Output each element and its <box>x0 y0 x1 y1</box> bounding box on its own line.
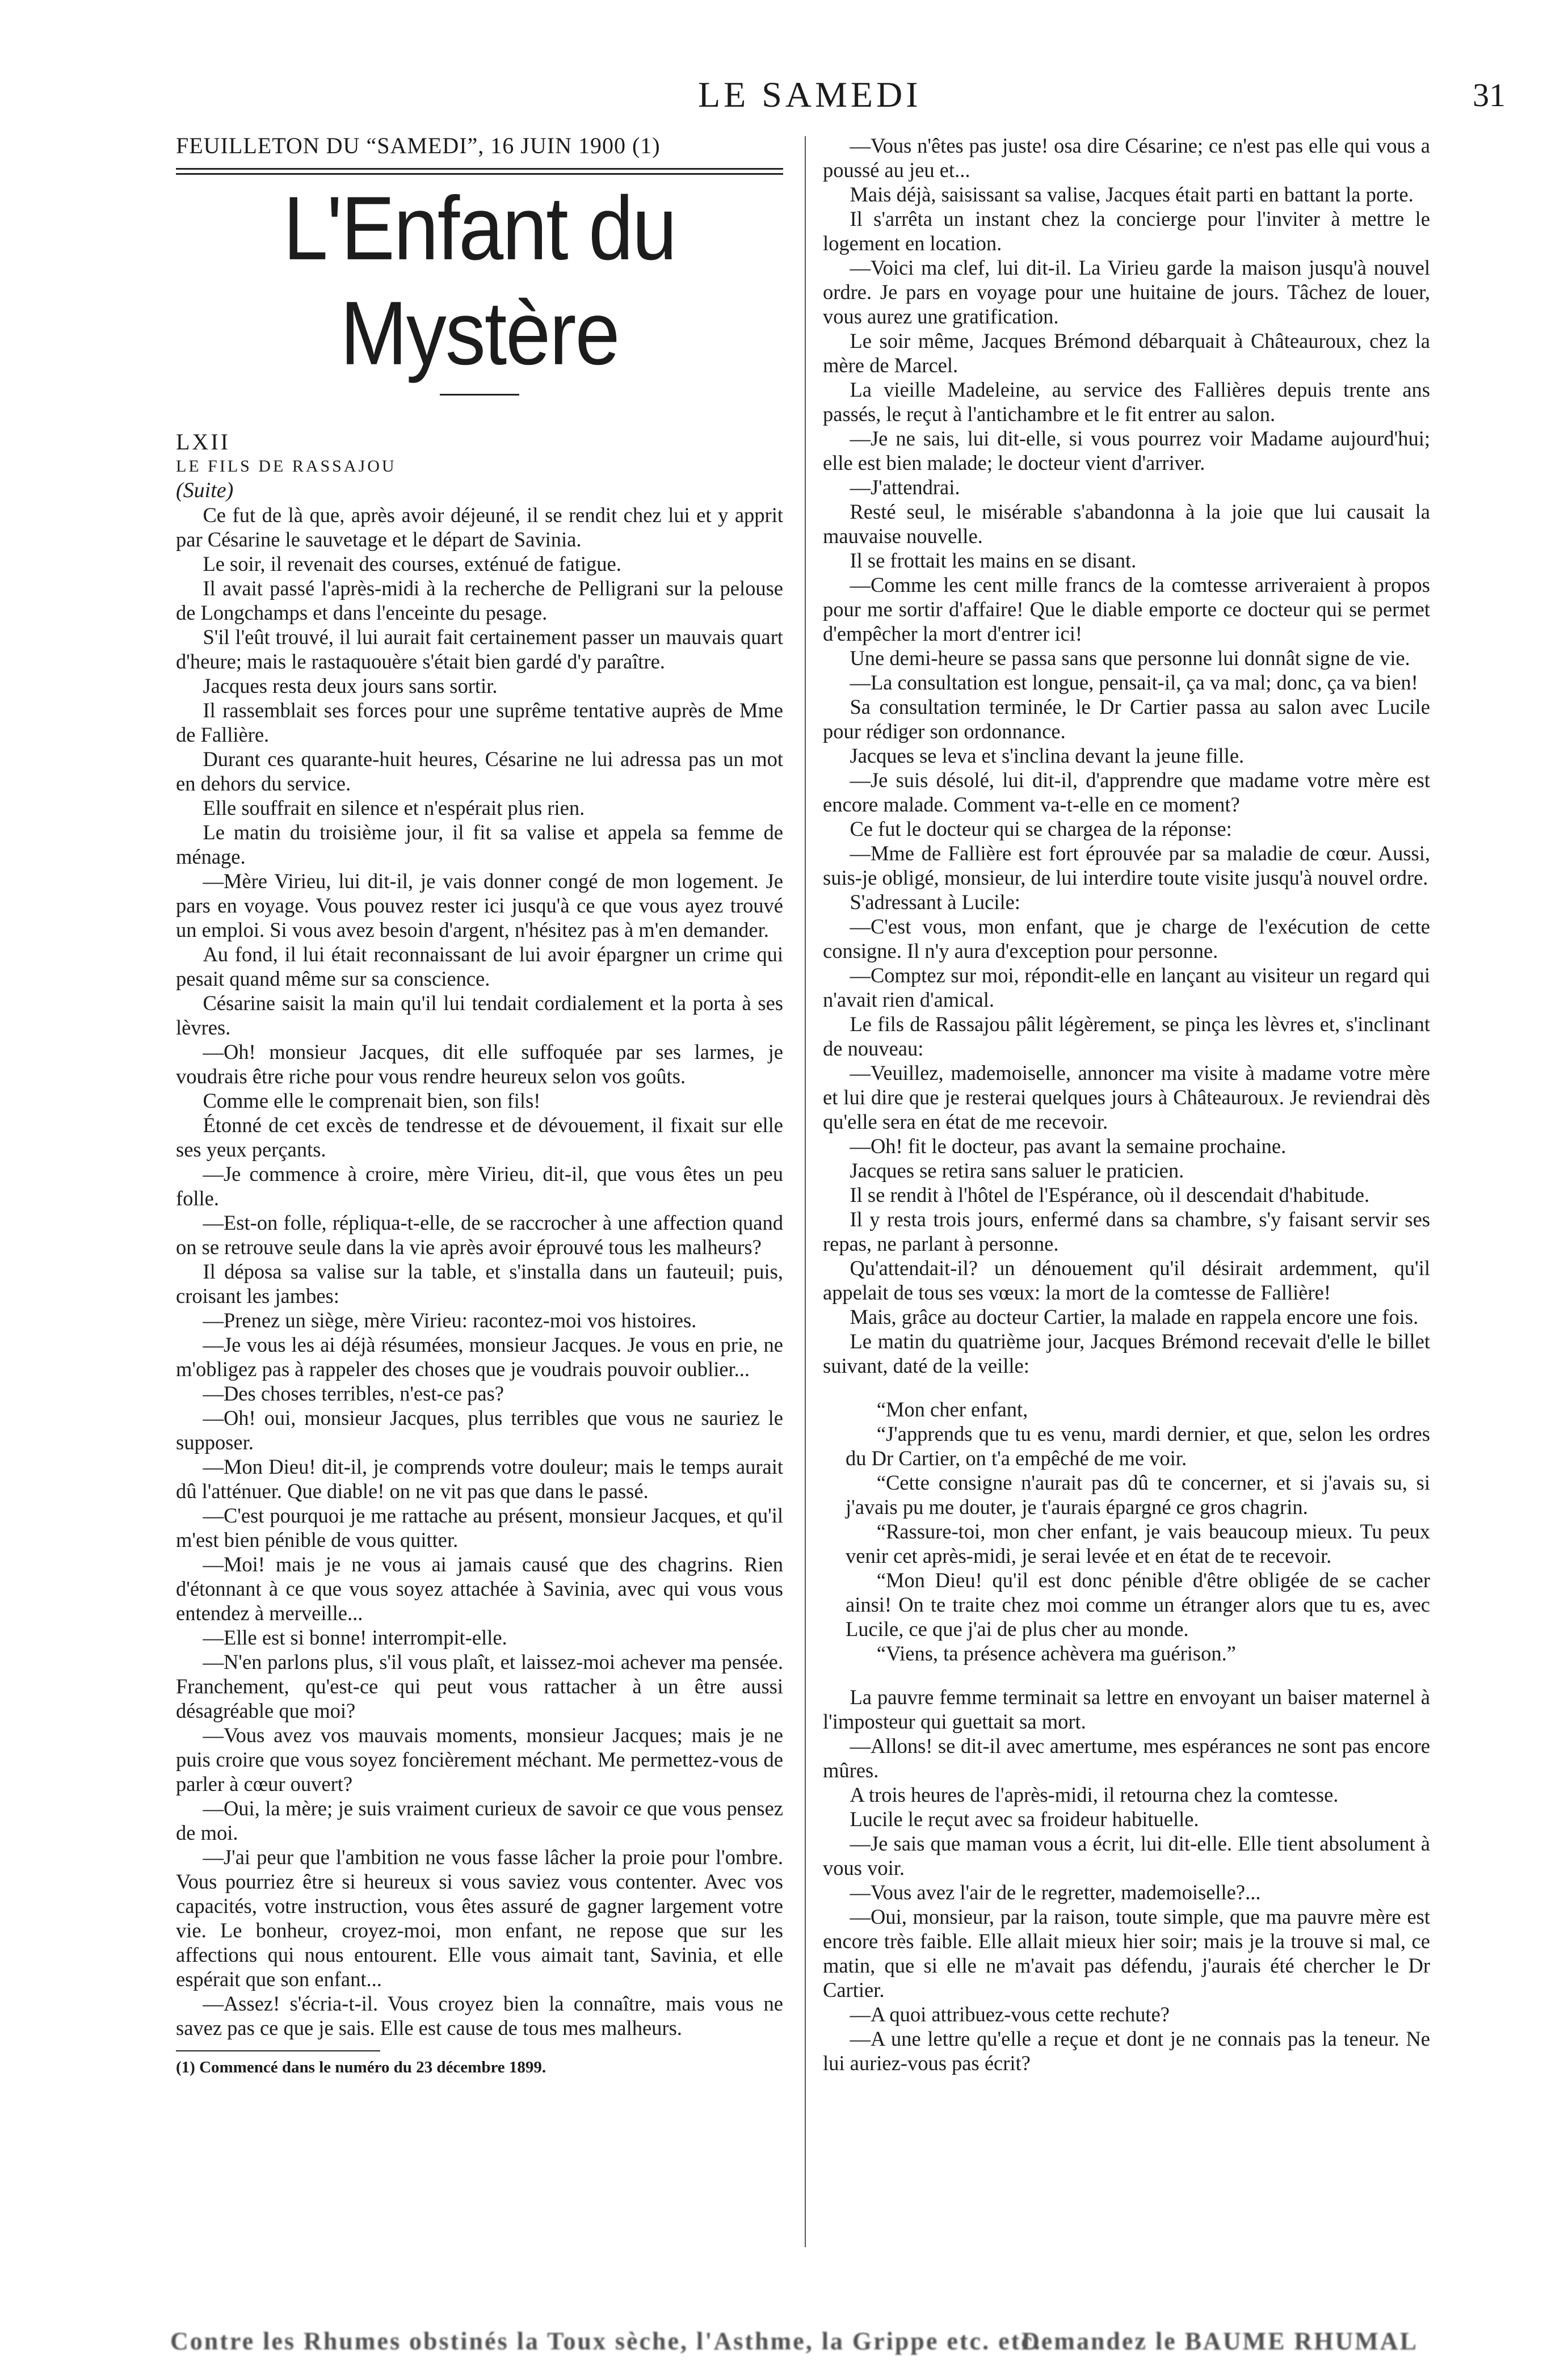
paragraph: Le soir, il revenait des courses, exténué de fatigue. <box>203 552 621 575</box>
paragraph: —Prenez un siège, mère Virieu: racontez-moi vos histoires. <box>203 1309 697 1332</box>
paragraph: Sa consultation terminée, le Dr Cartier passa au salon avec Lucile pour rédiger son ordonnance. <box>823 695 1430 743</box>
right-column <box>823 133 1430 2075</box>
paragraph: —Oh! fit le docteur, pas avant la semaine prochaine. <box>850 1134 1287 1158</box>
paragraph: Le matin du quatrième jour, Jacques Brémond recevait d'elle le billet suivant, daté de la veille: <box>823 1330 1430 1377</box>
paragraph: —Mon Dieu! dit-il, je comprends votre douleur; mais le temps aurait dû l'atténuer. Que diable! on ne vit pas que dans le passé. <box>176 1455 783 1503</box>
paragraph: Il s'arrêta un instant chez la concierge pour l'inviter à mettre le logement en location. <box>823 207 1430 255</box>
paragraph: A trois heures de l'après-midi, il retourna chez la comtesse. <box>850 1783 1339 1806</box>
paragraph: —Assez! s'écria-t-il. Vous croyez bien la connaître, mais vous ne savez pas ce que je sais. Elle est cause de tous mes malheurs. <box>176 1992 783 2040</box>
paragraph: —Moi! mais je ne vous ai jamais causé que des chagrins. Rien d'étonnant à ce que vous soyez attachée à Savinia, avec qui vous vous entendez à merveille... <box>176 1553 783 1625</box>
double-rule <box>176 168 783 175</box>
paragraph: “Viens, ta présence achèvera ma guérison.” <box>876 1642 1236 1665</box>
spacer <box>823 1378 1430 1397</box>
paragraph: Ce fut le docteur qui se chargea de la réponse: <box>850 817 1232 840</box>
paragraph: “Mon cher enfant, <box>876 1398 1028 1421</box>
right-body-top <box>823 133 1430 1378</box>
column-divider <box>805 136 806 2247</box>
paragraph: —C'est vous, mon enfant, que je charge de l'exécution de cette consigne. Il n'y aura d'exception pour personne. <box>823 915 1430 962</box>
paragraph: —Veuillez, mademoiselle, annoncer ma visite à madame votre mère et lui dire que je resterai quelques jours à Châteauroux. Je reviendrai dès qu'elle sera en état de me recevoir. <box>823 1061 1430 1133</box>
paragraph: Mais déjà, saisissant sa valise, Jacques était parti en battant la porte. <box>850 183 1414 206</box>
paragraph: —Oui, la mère; je suis vraiment curieux de savoir ce que vous pensez de moi. <box>176 1797 783 1844</box>
paragraph: S'il l'eût trouvé, il lui aurait fait certainement passer un mauvais quart d'heure; mais le rastaquouère s'était bien gardé d'y paraître. <box>176 625 783 673</box>
paragraph: Resté seul, le misérable s'abandonna à la joie que lui causait la mauvaise nouvelle. <box>823 500 1430 548</box>
paragraph: Il avait passé l'après-midi à la recherche de Pelligrani sur la pelouse de Longchamps et dans l'enceinte du pesage. <box>176 577 783 624</box>
paragraph: Le fils de Rassajou pâlit légèrement, se pinça les lèvres et, s'inclinant de nouveau: <box>823 1012 1430 1060</box>
paragraph: Une demi-heure se passa sans que personne lui donnât signe de vie. <box>850 646 1410 670</box>
paragraph: —Des choses terribles, n'est-ce pas? <box>203 1382 505 1405</box>
paragraph: —A une lettre qu'elle a reçue et dont je ne connais pas la teneur. Ne lui auriez-vous pas écrit? <box>823 2027 1430 2075</box>
paragraph: Elle souffrait en silence et n'espérait plus rien. <box>203 796 585 819</box>
page-number: 31 <box>1473 77 1506 113</box>
paragraph: —Je ne sais, lui dit-elle, si vous pourrez voir Madame aujourd'hui; elle est bien malade; le docteur vient d'arriver. <box>823 427 1430 474</box>
paragraph: Ce fut de là que, après avoir déjeuné, il se rendit chez lui et y apprit par Césarine le sauvetage et le départ de Savinia. <box>176 503 783 551</box>
paragraph: —Comptez sur moi, répondit-elle en lançant au visiteur un regard qui n'avait rien d'amical. <box>823 964 1430 1011</box>
paragraph: —Elle est si bonne! interrompit-elle. <box>203 1626 507 1649</box>
paragraph: Il y resta trois jours, enfermé dans sa chambre, s'y faisant servir ses repas, ne parlant à personne. <box>823 1208 1430 1255</box>
paragraph: —Voici ma clef, lui dit-il. La Virieu garde la maison jusqu'à nouvel ordre. Je pars en voyage pour une huitaine de jours. Tâchez de louer, vous aurez une gratification. <box>823 256 1430 328</box>
left-body <box>176 503 783 2040</box>
paragraph: Au fond, il lui était reconnaissant de lui avoir épargner un crime qui pesait quand même sur sa conscience. <box>176 943 783 990</box>
paragraph: Jacques se leva et s'inclina devant la jeune fille. <box>850 744 1245 767</box>
paragraph: —Je suis désolé, lui dit-il, d'apprendre que madame votre mère est encore malade. Comment va-t-elle en ce moment? <box>823 768 1430 816</box>
paragraph: Le matin du troisième jour, il fit sa valise et appela sa femme de ménage. <box>176 821 783 868</box>
paragraph: La vieille Madeleine, au service des Fallières depuis trente ans passés, le reçut à l'antichambre et le fit entrer au salon. <box>823 378 1430 426</box>
paragraph: —J'ai peur que l'ambition ne vous fasse lâcher la proie pour l'ombre. Vous pourriez être si heureux si vous saviez vous contenter. Avec vos capacités, votre instruction, vous êtes assuré de gagner largement votre vie. Le bonheur, croyez-moi, mon enfant, ne repose que sur les affections qui nous entourent. Elle vous aimait tant, Savinia, et elle espérait que son enfant... <box>176 1845 783 1991</box>
paragraph: —Oui, monsieur, par la raison, toute simple, que ma pauvre mère est encore très faible. Elle allait mieux hier soir; mais je la trouve si mal, ce matin, que si elle ne m'avait pas défendu, j'aurais été chercher le Dr Cartier. <box>823 1905 1430 2001</box>
paragraph: —La consultation est longue, pensait-il, ça va mal; donc, ça va bien! <box>850 671 1418 694</box>
paragraph: Étonné de cet excès de tendresse et de dévouement, il fixait sur elle ses yeux perçants. <box>176 1113 783 1161</box>
paragraph: —Vous avez l'air de le regretter, mademoiselle?... <box>850 1881 1261 1904</box>
paragraph: —Comme les cent mille francs de la comtesse arriveraient à propos pour me sortir d'affaire! Que le diable emporte ce docteur qui se permet d'empêcher la mort d'entrer ici! <box>823 573 1430 645</box>
paragraph: —Oh! monsieur Jacques, dit elle suffoquée par ses larmes, je voudrais être riche pour vous rendre heureux selon vos goûts. <box>176 1040 783 1088</box>
paragraph: —Allons! se dit-il avec amertume, mes espérances ne sont pas encore mûres. <box>823 1734 1430 1782</box>
footnote-rule <box>176 2050 380 2051</box>
paragraph: La pauvre femme terminait sa lettre en envoyant un baiser maternel à l'imposteur qui guettait sa mort. <box>823 1685 1430 1733</box>
paragraph: “J'apprends que tu es venu, mardi dernier, et que, selon les ordres du Dr Cartier, on t'a empêché de me voir. <box>846 1422 1430 1470</box>
paragraph: Lucile le reçut avec sa froideur habituelle. <box>850 1807 1199 1831</box>
masthead <box>0 68 1568 131</box>
paragraph: S'adressant à Lucile: <box>850 890 1020 914</box>
paragraph: —Je sais que maman vous a écrit, lui dit-elle. Elle tient absolument à vous voir. <box>823 1832 1430 1879</box>
story-title: L'Enfant du Mystère <box>283 178 676 384</box>
paragraph: Il se frottait les mains en se disant. <box>850 549 1137 572</box>
paragraph: “Cette consigne n'aurait pas dû te concerner, et si j'avais su, si j'avais pu me douter, je t'aurais épargné ce gros chagrin. <box>846 1471 1430 1519</box>
paragraph: —Vous n'êtes pas juste! osa dire Césarine; ce n'est pas elle qui vous a poussé au jeu et... <box>823 134 1430 182</box>
paragraph: —A quoi attribuez-vous cette rechute? <box>850 2003 1170 2026</box>
paragraph: —J'attendrai. <box>850 476 960 499</box>
paragraph: —Je vous les ai déjà résumées, monsieur Jacques. Je vous en prie, ne m'obligez pas à rappeler des choses que je voudrais pouvoir oublier... <box>176 1333 783 1381</box>
spacer <box>823 1666 1430 1685</box>
chapter-title: LE FILS DE RASSAJOU <box>176 457 397 476</box>
chapter-number: LXII <box>176 429 230 455</box>
paragraph: Qu'attendait-il? un dénouement qu'il désirait ardemment, qu'il appelait de tous ses vœux: la mort de la comtesse de Fallière! <box>823 1256 1430 1304</box>
paragraph: Césarine saisit la main qu'il lui tendait cordialement et la porta à ses lèvres. <box>176 991 783 1039</box>
advertisement-strip <box>170 2327 1561 2366</box>
feuilleton-header: FEUILLETON DU “SAMEDI”, 16 JUIN 1900 (1) <box>176 133 661 158</box>
paragraph: Jacques resta deux jours sans sortir. <box>203 674 498 697</box>
newspaper-title: LE SAMEDI <box>698 74 922 115</box>
paragraph: “Rassure-toi, mon cher enfant, je vais beaucoup mieux. Tu peux venir cet après-midi, je serai levée et en état de te recevoir. <box>846 1520 1430 1567</box>
suite-label: (Suite) <box>176 478 234 502</box>
paragraph: —Est-on folle, répliqua-t-elle, de se raccrocher à une affection quand on se retrouve seule dans la vie après avoir éprouvé tous les malheurs? <box>176 1211 783 1259</box>
paragraph: —Je commence à croire, mère Virieu, dit-il, que vous êtes un peu folle. <box>176 1162 783 1210</box>
paragraph: “Mon Dieu! qu'il est donc pénible d'être obligée de se cacher ainsi! On te traite chez moi comme un étranger alors que tu es, avec Lucile, ce que j'ai de plus cher au monde. <box>846 1569 1430 1641</box>
ad-left-text: Contre les Rhumes obstinés la Toux sèche, l'Asthme, la Grippe etc. etc. <box>170 2327 1042 2355</box>
paragraph: —N'en parlons plus, s'il vous plaît, et laissez-moi achever ma pensée. Franchement, qu'est-ce qui peut vous rattacher à un être aussi désagréable que moi? <box>176 1650 783 1722</box>
title-rule <box>440 394 519 396</box>
paragraph: Mais, grâce au docteur Cartier, la malade en rappela encore une fois. <box>850 1305 1419 1328</box>
paragraph: —Oh! oui, monsieur Jacques, plus terribles que vous ne sauriez le supposer. <box>176 1406 783 1454</box>
paragraph: Le soir même, Jacques Brémond débarquait à Châteauroux, chez la mère de Marcel. <box>823 329 1430 377</box>
paragraph: —Mme de Fallière est fort éprouvée par sa maladie de cœur. Aussi, suis-je obligé, monsieur, de lui interdire toute visite jusqu'à nouvel ordre. <box>823 842 1430 889</box>
paragraph: Il se rendit à l'hôtel de l'Espérance, où il descendait d'habitude. <box>850 1183 1370 1206</box>
footnote: (1) Commencé dans le numéro du 23 décembre 1899. <box>176 2058 547 2076</box>
right-body-bottom <box>823 1685 1430 2075</box>
left-column <box>176 133 783 2078</box>
paragraph: Jacques se retira sans saluer le praticien. <box>850 1159 1184 1182</box>
paragraph: Durant ces quarante-huit heures, Césarine ne lui adressa pas un mot en dehors du service. <box>176 747 783 795</box>
paragraph: —Vous avez vos mauvais moments, monsieur Jacques; mais je ne puis croire que vous soyez foncièrement méchant. Me permettez-vous de parler à cœur ouvert? <box>176 1723 783 1795</box>
paragraph: Il rassemblait ses forces pour une suprême tentative auprès de Mme de Fallière. <box>176 699 783 746</box>
letter-block <box>823 1397 1430 1666</box>
paragraph: Comme elle le comprenait bien, son fils! <box>203 1089 541 1112</box>
paragraph: Il déposa sa valise sur la table, et s'installa dans un fauteuil; puis, croisant les jambes: <box>176 1260 783 1307</box>
ad-right-text: Demandez le BAUME RHUMAL <box>1021 2327 1418 2355</box>
paragraph: —C'est pourquoi je me rattache au présent, monsieur Jacques, et qu'il m'est bien pénible de vous quitter. <box>176 1504 783 1551</box>
paragraph: —Mère Virieu, lui dit-il, je vais donner congé de mon logement. Je pars en voyage. Vous pouvez rester ici jusqu'à ce que vous ayez trouvé un emploi. Si vous avez besoin d'argent, n'hésitez pas à m'en demander. <box>176 869 783 941</box>
